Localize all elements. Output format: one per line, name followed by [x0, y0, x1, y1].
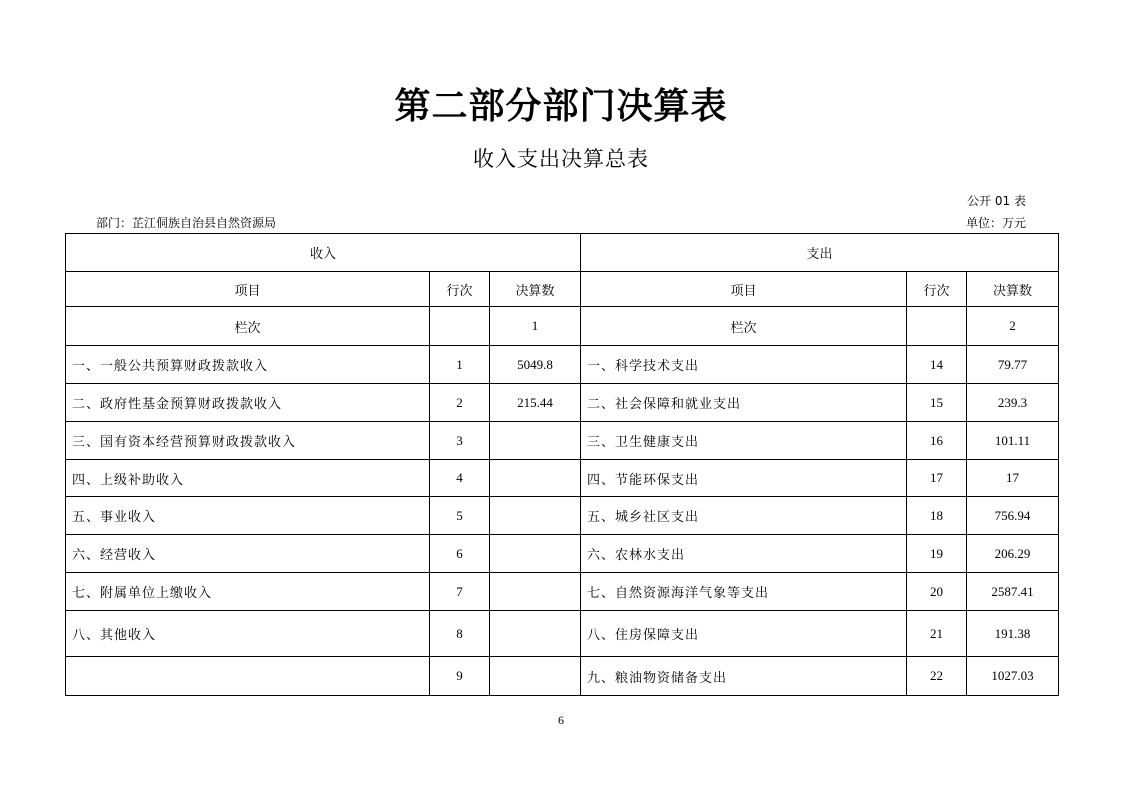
income-line-cell: 5	[430, 497, 490, 535]
income-line-cell: 8	[430, 611, 490, 657]
income-amount-cell: 215.44	[490, 384, 581, 422]
expense-line-cell: 21	[907, 611, 967, 657]
income-line-cell: 3	[430, 422, 490, 460]
table-subtitle: 收入支出决算总表	[473, 147, 649, 171]
income-expense-table	[65, 233, 1059, 696]
income-amount-cell	[490, 460, 581, 497]
expense-line-cell: 14	[907, 346, 967, 384]
income-amount-cell	[490, 497, 581, 535]
income-item-cell: 三、国有资本经营预算财政拨款收入	[66, 422, 430, 460]
expense-amount-cell: 17	[967, 460, 1059, 497]
expense-amount-cell: 79.77	[967, 346, 1059, 384]
page-number: 6	[558, 713, 564, 727]
income-amount-cell	[490, 611, 581, 657]
income-column-label: 栏次	[66, 307, 430, 346]
income-item-cell: 二、政府性基金预算财政拨款收入	[66, 384, 430, 422]
income-amount-cell	[490, 535, 581, 573]
expense-amount-cell: 239.3	[967, 384, 1059, 422]
department-label: 部门：芷江侗族自治县自然资源局	[96, 216, 277, 230]
income-line-cell: 7	[430, 573, 490, 611]
table-row	[66, 460, 1059, 497]
income-line-cell: 4	[430, 460, 490, 497]
expense-column-label: 栏次	[581, 307, 907, 346]
income-item-cell: 七、附属单位上缴收入	[66, 573, 430, 611]
expense-amount-cell: 1027.03	[967, 657, 1059, 696]
expense-amount-cell: 2587.41	[967, 573, 1059, 611]
expense-line-header: 行次	[907, 272, 967, 307]
expense-line-cell: 15	[907, 384, 967, 422]
expense-section-header: 支出	[581, 234, 1059, 272]
income-item-cell: 一、一般公共预算财政拨款收入	[66, 346, 430, 384]
section-header-row	[66, 234, 1059, 272]
expense-item-cell: 二、社会保障和就业支出	[581, 384, 907, 422]
income-amount-header: 决算数	[490, 272, 581, 307]
income-item-cell: 八、其他收入	[66, 611, 430, 657]
page-title: 第二部分部门决算表	[394, 85, 728, 127]
expense-line-cell: 19	[907, 535, 967, 573]
expense-item-cell: 九、粮油物资储备支出	[581, 657, 907, 696]
expense-amount-cell: 756.94	[967, 497, 1059, 535]
income-amount-cell	[490, 422, 581, 460]
table-row	[66, 657, 1059, 696]
table-row	[66, 346, 1059, 384]
expense-item-cell: 六、农林水支出	[581, 535, 907, 573]
income-item-cell: 五、事业收入	[66, 497, 430, 535]
form-code: 公开 01 表	[967, 194, 1026, 208]
table-row	[66, 422, 1059, 460]
income-amount-cell: 5049.8	[490, 346, 581, 384]
unit-label: 单位：万元	[965, 216, 1026, 230]
income-line-cell: 9	[430, 657, 490, 696]
income-column-blank	[430, 307, 490, 346]
income-section-header: 收入	[66, 234, 581, 272]
expense-amount-cell: 191.38	[967, 611, 1059, 657]
expense-amount-cell: 101.11	[967, 422, 1059, 460]
income-item-cell	[66, 657, 430, 696]
expense-item-cell: 八、住房保障支出	[581, 611, 907, 657]
income-item-cell: 六、经营收入	[66, 535, 430, 573]
table-row	[66, 573, 1059, 611]
expense-amount-cell: 206.29	[967, 535, 1059, 573]
expense-item-cell: 三、卫生健康支出	[581, 422, 907, 460]
column-number-row	[66, 307, 1059, 346]
expense-line-cell: 16	[907, 422, 967, 460]
income-line-cell: 2	[430, 384, 490, 422]
income-item-header: 项目	[66, 272, 430, 307]
expense-item-cell: 一、科学技术支出	[581, 346, 907, 384]
expense-amount-header: 决算数	[967, 272, 1059, 307]
expense-item-cell: 四、节能环保支出	[581, 460, 907, 497]
expense-column-blank	[907, 307, 967, 346]
expense-line-cell: 22	[907, 657, 967, 696]
income-amount-cell	[490, 573, 581, 611]
column-header-row	[66, 272, 1059, 307]
table-row	[66, 497, 1059, 535]
table-row	[66, 384, 1059, 422]
expense-column-number: 2	[967, 307, 1059, 346]
expense-item-cell: 七、自然资源海洋气象等支出	[581, 573, 907, 611]
income-amount-cell	[490, 657, 581, 696]
table-row	[66, 535, 1059, 573]
income-item-cell: 四、上级补助收入	[66, 460, 430, 497]
expense-line-cell: 20	[907, 573, 967, 611]
income-line-header: 行次	[430, 272, 490, 307]
income-line-cell: 1	[430, 346, 490, 384]
expense-item-cell: 五、城乡社区支出	[581, 497, 907, 535]
income-column-number: 1	[490, 307, 581, 346]
expense-item-header: 项目	[581, 272, 907, 307]
income-line-cell: 6	[430, 535, 490, 573]
expense-line-cell: 17	[907, 460, 967, 497]
table-row	[66, 611, 1059, 657]
expense-line-cell: 18	[907, 497, 967, 535]
